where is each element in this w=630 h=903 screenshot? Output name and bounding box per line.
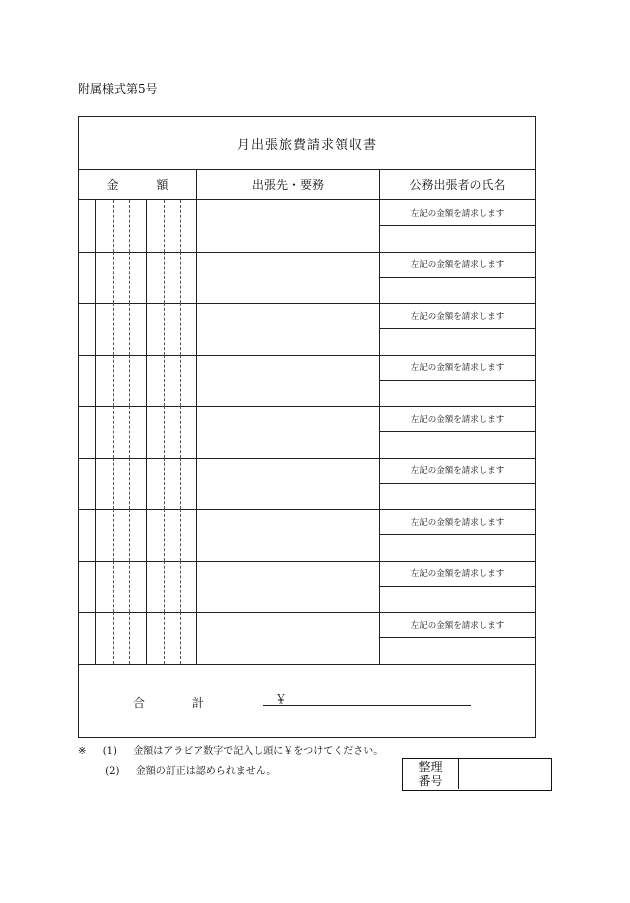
table-row (79, 252, 535, 305)
traveler-name-field[interactable] (380, 432, 535, 457)
table-row (79, 355, 535, 408)
table-rows (79, 200, 535, 664)
destination-field[interactable] (197, 355, 379, 407)
note-1 (78, 742, 383, 762)
table-row (79, 509, 535, 562)
amount-field[interactable] (96, 355, 196, 407)
destination-field[interactable] (197, 200, 379, 252)
amount-field[interactable] (96, 458, 196, 510)
header-amount-right: 額 (156, 177, 169, 192)
claim-text: 左記の金額を請求します (380, 303, 535, 329)
destination-field[interactable] (197, 509, 379, 561)
header-amount-left: 金 (106, 177, 119, 192)
claim-form-table (78, 116, 536, 738)
table-row (79, 612, 535, 665)
claim-text: 左記の金額を請求します (380, 200, 535, 226)
form-title: 月出張旅費請求領収書 (79, 117, 535, 170)
header-amount (79, 169, 197, 199)
seiri-line1: 整理 (418, 760, 443, 774)
destination-field[interactable] (197, 252, 379, 304)
note-2 (78, 762, 383, 782)
claim-text: 左記の金額を請求します (380, 252, 535, 278)
notes (78, 742, 383, 782)
note-1-num: (1) (102, 746, 117, 757)
table-row (79, 406, 535, 459)
destination-field[interactable] (197, 458, 379, 510)
table-header (79, 169, 535, 200)
note-2-num: (2) (105, 766, 120, 777)
traveler-name-field[interactable] (380, 535, 535, 560)
note-1-text: 金額はアラビア数字で記入し頭に￥をつけてください。 (133, 746, 384, 757)
seiri-line2: 番号 (418, 774, 443, 788)
amount-field[interactable] (96, 252, 196, 304)
traveler-name-field[interactable] (380, 329, 535, 354)
table-row (79, 458, 535, 511)
seiri-number-field[interactable] (460, 759, 550, 789)
traveler-name-field[interactable] (380, 484, 535, 509)
seiri-label (403, 759, 459, 789)
total-row (79, 664, 535, 737)
header-traveler: 公務出張者の氏名 (409, 177, 506, 192)
amount-field[interactable] (96, 406, 196, 458)
total-amount-field[interactable] (263, 690, 471, 706)
table-row (79, 303, 535, 356)
note-mark: ※ (78, 746, 87, 757)
total-label-left: 合 (133, 696, 146, 710)
claim-text: 左記の金額を請求します (380, 355, 535, 381)
table-row (79, 200, 535, 253)
amount-field[interactable] (96, 303, 196, 355)
traveler-name-field[interactable] (380, 638, 535, 663)
amount-field[interactable] (96, 612, 196, 664)
destination-field[interactable] (197, 406, 379, 458)
amount-field[interactable] (96, 200, 196, 252)
yen-sign: ￥ (275, 692, 288, 706)
claim-text: 左記の金額を請求します (380, 406, 535, 432)
claim-text: 左記の金額を請求します (380, 458, 535, 484)
form-label: 附属様式第5号 (78, 82, 158, 96)
destination-field[interactable] (197, 561, 379, 613)
traveler-name-field[interactable] (380, 226, 535, 251)
amount-field[interactable] (96, 509, 196, 561)
table-row (79, 561, 535, 614)
claim-text: 左記の金額を請求します (380, 561, 535, 587)
destination-field[interactable] (197, 612, 379, 664)
header-destination: 出張先・要務 (197, 169, 380, 199)
amount-field[interactable] (96, 561, 196, 613)
traveler-name-field[interactable] (380, 381, 535, 406)
destination-field[interactable] (197, 303, 379, 355)
note-2-text: 金額の訂正は認められません。 (135, 766, 277, 777)
claim-text: 左記の金額を請求します (380, 612, 535, 638)
seiri-number-box (402, 758, 552, 791)
claim-text: 左記の金額を請求します (380, 509, 535, 535)
traveler-name-field[interactable] (380, 587, 535, 612)
total-label-right: 計 (192, 696, 205, 710)
traveler-name-field[interactable] (380, 278, 535, 303)
